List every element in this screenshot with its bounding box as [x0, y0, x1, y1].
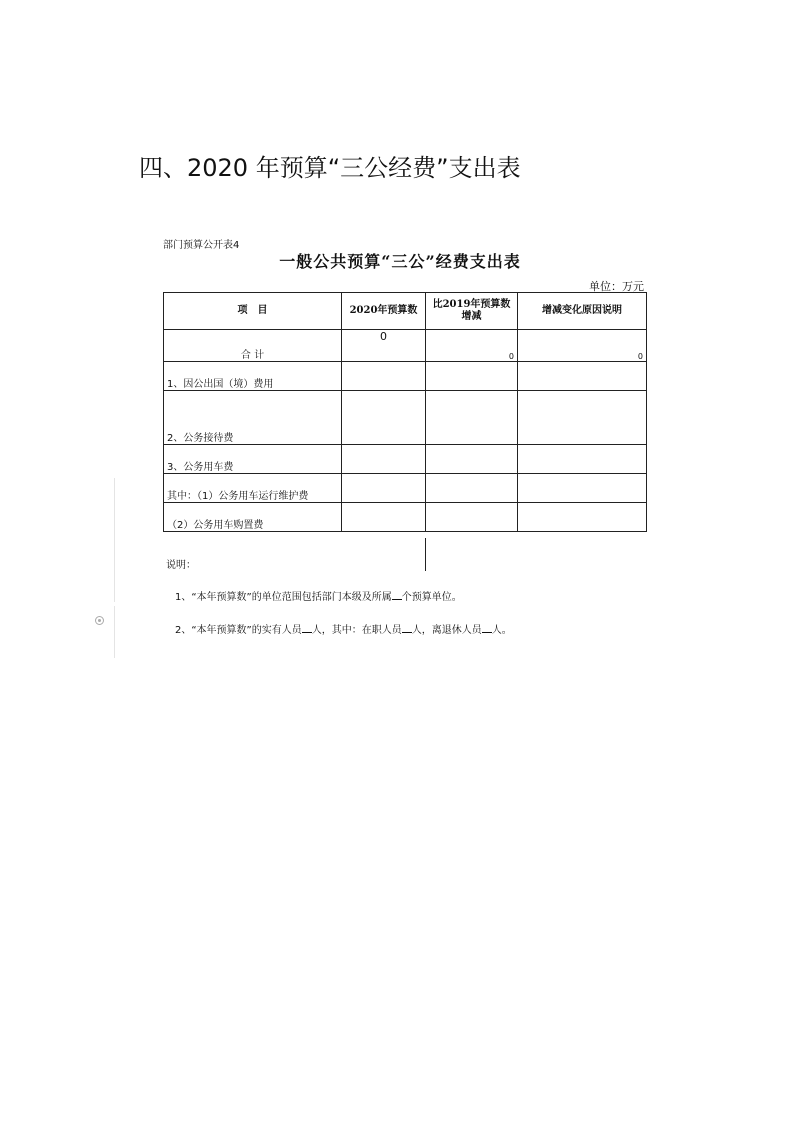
section-heading: 四、2020 年预算“三公经费”支出表	[139, 154, 521, 182]
table-cell	[342, 474, 426, 503]
table-cell	[342, 445, 426, 474]
note-2-text-b: 人，其中：在职人员	[311, 625, 402, 636]
blank-line	[392, 590, 402, 600]
blank-line	[482, 623, 492, 633]
unit-label: 单位：万元	[589, 280, 644, 293]
table-code-label: 部门预算公开表4	[163, 240, 240, 251]
table-row-vehicle	[164, 445, 647, 474]
margin-guide-line	[114, 606, 115, 658]
row-label-vehicle-run: 其中：（1）公务用车运行维护费	[164, 474, 342, 503]
cell-total-change: 0	[426, 330, 518, 362]
row-label-reception: 2、公务接待费	[164, 391, 342, 445]
table-cell	[342, 391, 426, 445]
table-cell	[426, 445, 518, 474]
col-header-budget: 2020年预算数	[342, 293, 426, 330]
note-2-text-c: 人，离退休人员	[411, 625, 482, 636]
column-divider-extension	[425, 538, 426, 571]
table-header-row	[164, 293, 647, 330]
table-cell	[426, 474, 518, 503]
table-title: 一般公共预算“三公”经费支出表	[279, 252, 521, 271]
margin-guide-line	[114, 478, 115, 602]
blank-line	[302, 623, 312, 633]
note-1-text-b: 个预算单位。	[401, 592, 462, 603]
col-header-reason: 增减变化原因说明	[518, 293, 647, 330]
table-cell	[518, 362, 647, 391]
note-2-text-d: 人。	[491, 625, 512, 636]
table-row-abroad	[164, 362, 647, 391]
row-label-vehicle: 3、公务用车费	[164, 445, 342, 474]
table-cell	[342, 503, 426, 532]
table-cell	[518, 503, 647, 532]
table-row-total	[164, 330, 647, 362]
target-icon[interactable]	[95, 616, 104, 625]
table-cell	[342, 362, 426, 391]
note-1-text-a: 1、“本年预算数”的单位范围包括部门本级及所属	[175, 592, 392, 603]
note-2-text-a: 2、“本年预算数”的实有人员	[175, 625, 302, 636]
note-1	[175, 588, 462, 603]
table-cell	[426, 391, 518, 445]
row-label-vehicle-buy: （2）公务用车购置费	[164, 503, 342, 532]
table-row-vehicle-buy	[164, 503, 647, 532]
cell-total-budget: 0	[342, 330, 426, 362]
row-label-abroad: 1、因公出国（境）费用	[164, 362, 342, 391]
budget-table	[163, 292, 647, 532]
table-cell	[518, 391, 647, 445]
col-header-item: 项 目	[164, 293, 342, 330]
table-row-vehicle-run	[164, 474, 647, 503]
col-header-change: 比2019年预算数增减	[426, 293, 518, 330]
table-cell	[518, 445, 647, 474]
table-row-reception	[164, 391, 647, 445]
table-cell	[426, 503, 518, 532]
row-label-total: 合 计	[164, 330, 342, 362]
blank-line	[402, 623, 412, 633]
note-2	[175, 621, 512, 636]
cell-total-reason: 0	[518, 330, 647, 362]
table-cell	[426, 362, 518, 391]
notes-title: 说明：	[166, 560, 196, 571]
table-cell	[518, 474, 647, 503]
